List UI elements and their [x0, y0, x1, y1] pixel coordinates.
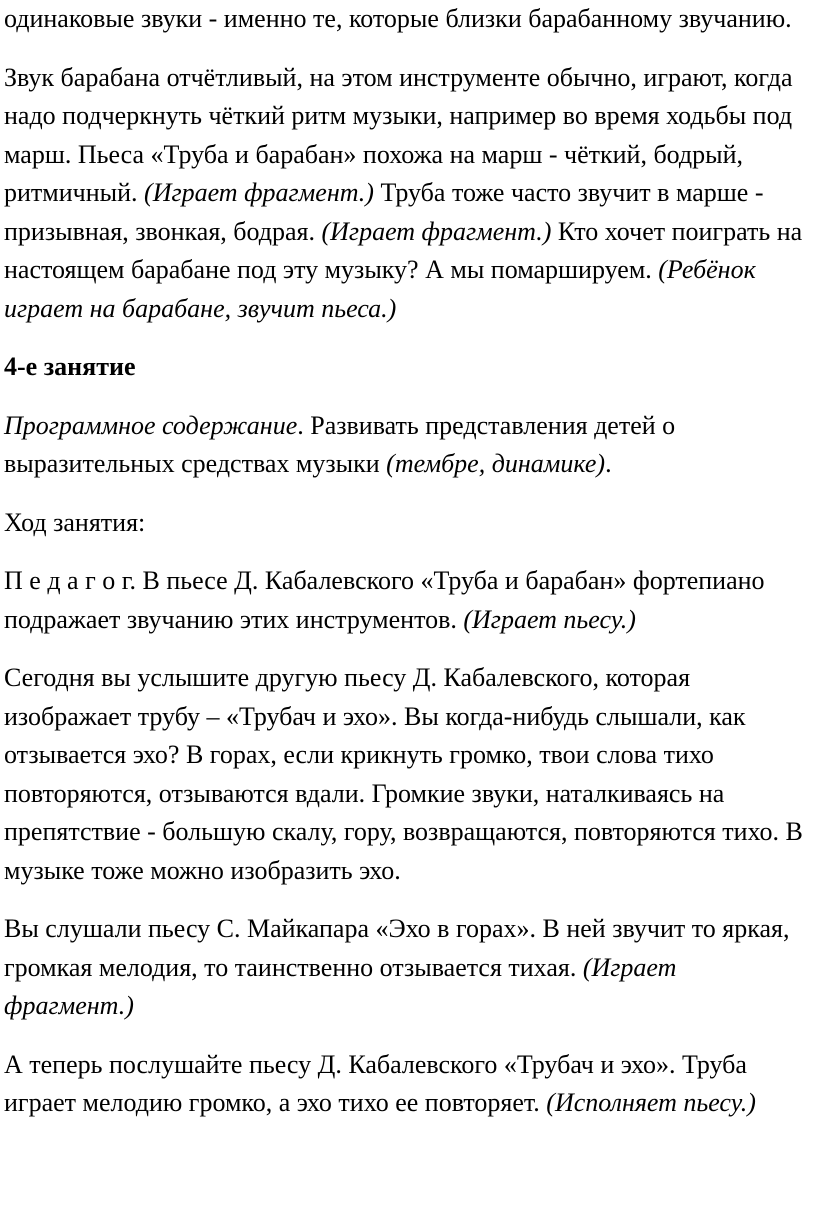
paragraph-teacher [4, 562, 808, 639]
paragraph-drum-description [4, 59, 808, 329]
stage-direction: (Играет фрагмент.) [144, 178, 374, 207]
paragraph-text: одинаковые звуки - именно те, которые близки барабанному звучанию. [4, 4, 792, 33]
paragraph-continuation [4, 0, 808, 39]
stage-direction: (тембре, динамике) [386, 449, 606, 478]
stage-direction: (Ребёнок играет на барабане, звучит пьеса.) [4, 255, 756, 323]
paragraph-echo-explanation: Сегодня вы услышите другую пьесу Д. Кабалевского, которая изображает трубу – «Трубач и эхо». Вы когда-нибудь слышали, как отзывается эхо? В горах, если крикнуть громко, твои слова тихо повторяются, отзываются вдали. Громкие звуки, наталкиваясь на препятствие - большую скалу, гору, возвращаются, повторяются тихо. В музыке тоже можно изобразить эхо. [4, 663, 803, 885]
program-label: Программное содержание [4, 410, 298, 440]
section-heading: 4-е занятие [4, 352, 136, 381]
stage-direction: (Исполняет пьесу.) [546, 1088, 756, 1117]
paragraph-maykapar [4, 910, 808, 1026]
paragraph-text: Кто хочет поиграть на настоящем барабане под эту музыку? А мы помаршируем. [4, 216, 803, 284]
paragraph-trumpeter [4, 1046, 808, 1123]
paragraph-text: А теперь послушайте пьесу Д. Кабалевского «Трубач и эхо». Труба играет мелодию громко, а эхо тихо ее повторяет. [4, 1049, 747, 1117]
paragraph-text: Звук барабана отчётливый, на этом инструменте обычно, играют, когда надо подчеркнуть чёткий ритм музыки, например во время ходьбы под марш. Пьеса «Труба и барабан» похожа на марш - чёткий, бодрый, ритмичный. [4, 62, 793, 207]
speaker-label: П е д а г о г. [4, 566, 136, 595]
paragraph-text: . Развивать представления детей о выразительных средствах музыки [4, 410, 676, 478]
stage-direction: (Играет фрагмент.) [321, 216, 552, 246]
paragraph-text: Вы слушали пьесу С. Майкапара «Эхо в горах». В ней звучит то яркая, громкая мелодия, то таинственно отзывается тихая. [4, 914, 790, 982]
stage-direction: (Играет фрагмент.) [4, 952, 677, 1020]
paragraph-text: . [605, 449, 612, 478]
stage-direction: (Играет пьесу.) [463, 604, 636, 634]
paragraph-text: Труба тоже часто звучит в марше - призывная, звонкая, бодрая. [4, 178, 764, 246]
paragraph-program-content [4, 407, 808, 484]
paragraph-text: В пьесе Д. Кабалевского «Труба и барабан» фортепиано подражает звучанию этих инструментов. [4, 566, 765, 634]
paragraph-lesson-course: Ход занятия: [4, 507, 146, 537]
